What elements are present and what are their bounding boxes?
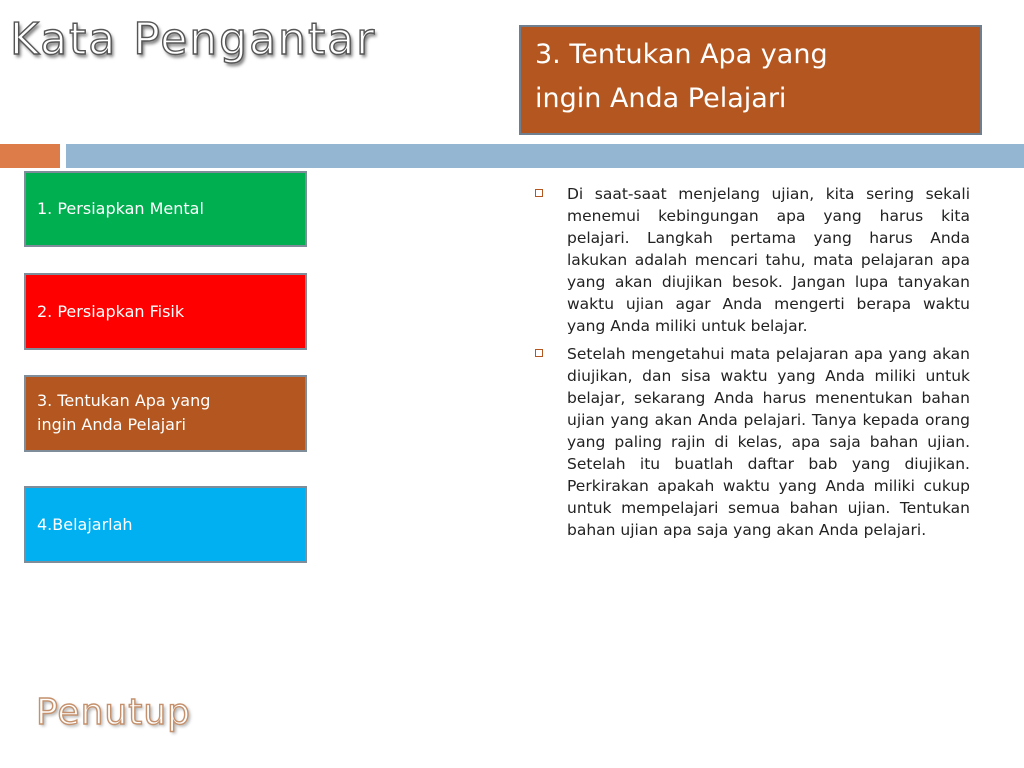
step-label-line-1: 3. Tentukan Apa yang	[37, 391, 211, 410]
step-persiapkan-mental-button[interactable]	[24, 171, 307, 247]
step-persiapkan-fisik-button[interactable]	[24, 273, 307, 350]
content-list	[535, 183, 970, 547]
step-label: 2. Persiapkan Fisik	[37, 301, 185, 321]
square-bullet-icon	[535, 349, 543, 357]
penutup-link[interactable]: Penutup	[36, 692, 191, 733]
slide-title: Kata Pengantar	[10, 14, 377, 65]
paragraph-text: Di saat-saat menjelang ujian, kita sering sekali menemui kebingungan apa yang harus kita pelajari. Langkah pertama yang harus Anda lakukan adalah mencari tahu, mata pelajaran apa yang akan diujikan besok. Jangan lupa tanyakan waktu ujian agar Anda mengerti berapa waktu yang Anda miliki untuk belajar.	[567, 185, 970, 335]
header-box	[519, 25, 982, 135]
blue-accent-strip	[66, 144, 1024, 168]
orange-accent-strip	[0, 144, 60, 168]
square-bullet-icon	[535, 189, 543, 197]
list-item	[535, 343, 970, 541]
step-label: 1. Persiapkan Mental	[37, 199, 204, 218]
paragraph-text: Setelah mengetahui mata pelajaran apa yang akan diujikan, dan sisa waktu yang Anda miliki untuk belajar, sekarang Anda harus menentukan bahan ujian yang akan Anda pelajari. Tanya kepada orang yang paling rajin di kelas, apa saja bahan ujian. Setelah itu buatlah daftar bab yang diujikan. Perkirakan apakah waktu yang Anda miliki cukup untuk mempelajari semua bahan ujian. Tentukan bahan ujian apa saja yang akan Anda pelajari.	[567, 345, 970, 539]
list-item	[535, 183, 970, 337]
step-tentukan-apa-button[interactable]	[24, 375, 307, 452]
step-label	[37, 389, 210, 437]
header-box-line-1: 3. Tentukan Apa yang	[535, 39, 828, 70]
header-box-line-2: ingin Anda Pelajari	[535, 83, 787, 114]
step-label: 4.Belajarlah	[37, 514, 133, 534]
step-label-line-2: ingin Anda Pelajari	[37, 415, 186, 434]
step-belajarlah-button[interactable]	[24, 486, 307, 563]
